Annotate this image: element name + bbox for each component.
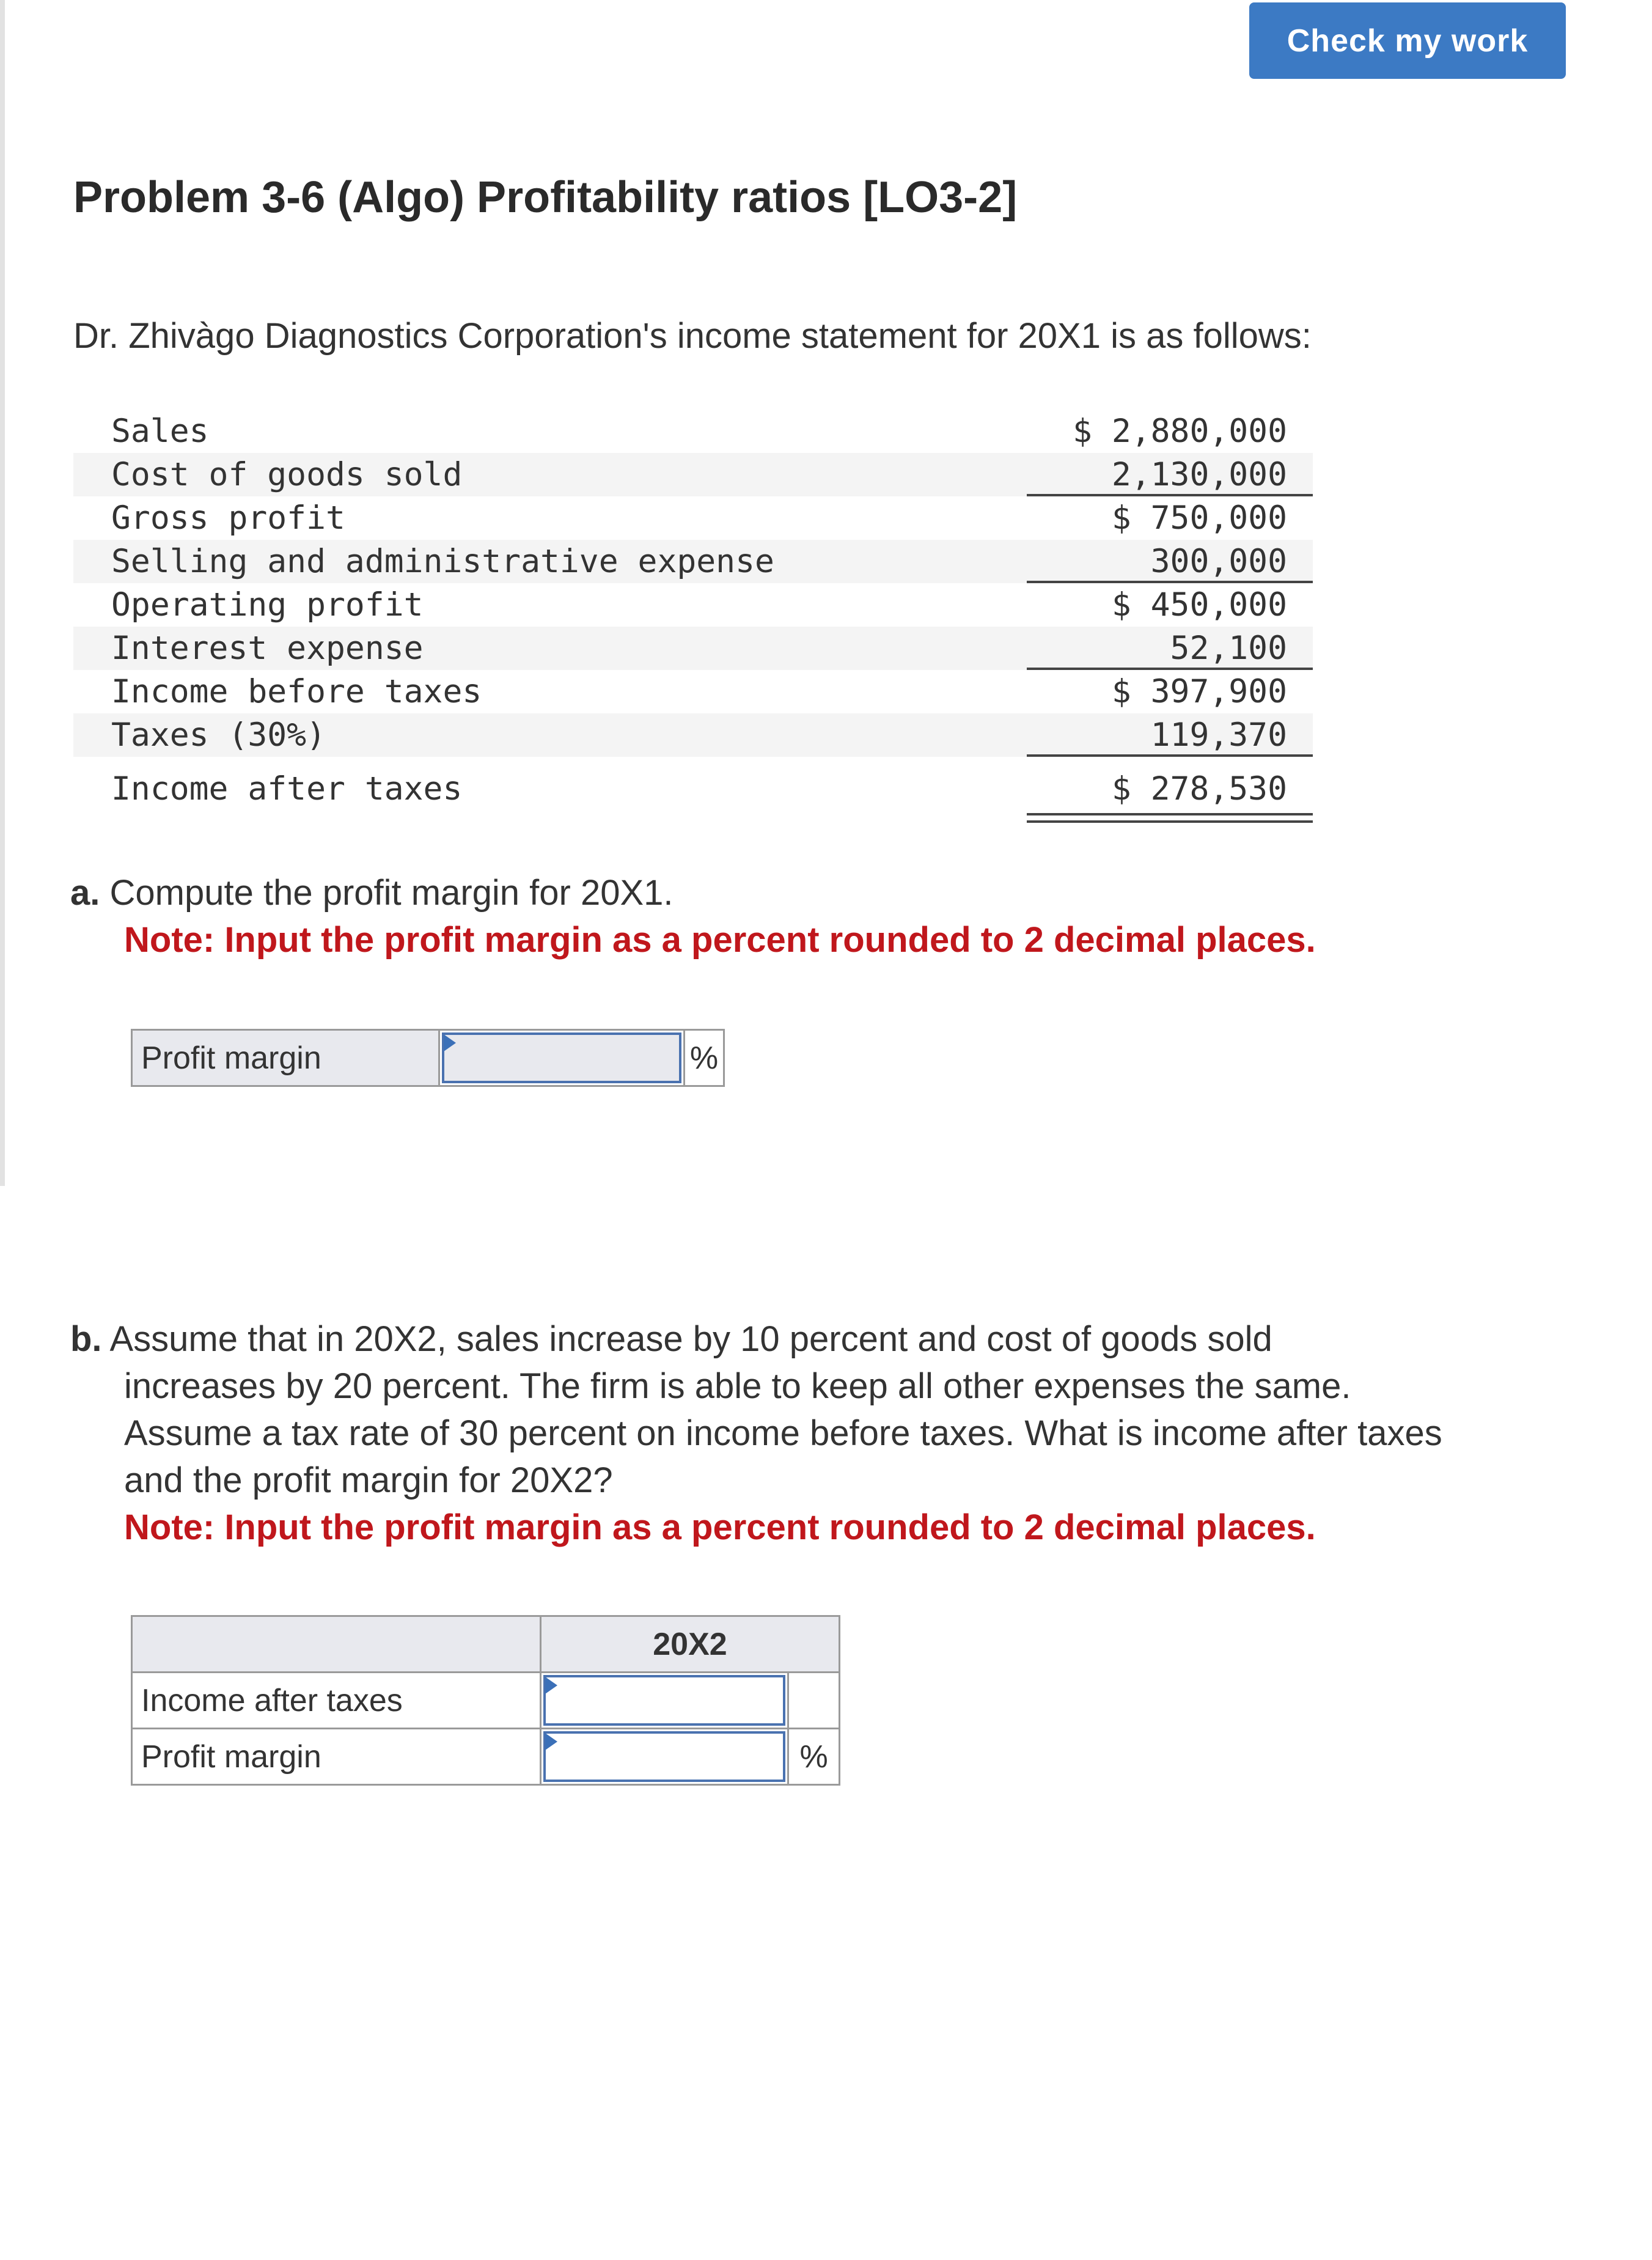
part-a-line xyxy=(70,869,1574,916)
statement-label: Selling and administrative expense xyxy=(111,543,774,580)
statement-label: Operating profit xyxy=(111,586,424,624)
statement-label: Income before taxes xyxy=(111,673,482,710)
statement-value: 52,100 xyxy=(1170,630,1287,667)
part-b-question xyxy=(70,1316,1635,1551)
statement-row-cogs xyxy=(73,453,1313,496)
statement-row-income-before-taxes xyxy=(73,670,1313,713)
percent-sign: % xyxy=(685,1030,724,1086)
profit-margin-label: Profit margin xyxy=(132,1030,439,1086)
part-b-table xyxy=(131,1615,840,1786)
problem-intro: Dr. Zhivàgo Diagnostics Corporation's income statement for 20X1 is as follows: xyxy=(73,316,1312,356)
profit-margin-20x2-label: Profit margin xyxy=(132,1729,541,1785)
statement-row-interest xyxy=(73,627,1313,670)
problem-title: Problem 3-6 (Algo) Profitability ratios [LO3-2] xyxy=(73,173,1018,222)
part-a-question-text: Compute the profit margin for 20X1. xyxy=(109,873,674,913)
income-after-taxes-label: Income after taxes xyxy=(132,1673,541,1729)
part-a-question xyxy=(70,869,1574,963)
statement-label: Income after taxes xyxy=(111,770,463,808)
statement-row-income-after-taxes xyxy=(73,757,1313,812)
column-header-20x2: 20X2 xyxy=(541,1616,840,1673)
part-a-table xyxy=(131,1029,725,1087)
statement-label: Gross profit xyxy=(111,499,345,537)
check-my-work-button[interactable]: Check my work xyxy=(1249,2,1566,79)
profit-margin-input[interactable] xyxy=(442,1032,681,1083)
statement-value: $ 450,000 xyxy=(1111,586,1287,624)
statement-label: Taxes (30%) xyxy=(111,716,326,754)
income-statement xyxy=(73,410,1313,812)
part-a-letter: a. xyxy=(70,873,100,913)
statement-value: 300,000 xyxy=(1150,543,1287,580)
statement-label: Interest expense xyxy=(111,630,424,667)
income-after-taxes-input-cell xyxy=(541,1673,788,1729)
statement-row-taxes xyxy=(73,713,1313,757)
statement-row-sga xyxy=(73,540,1313,583)
statement-row-operating-profit xyxy=(73,583,1313,627)
part-b-question-line: increases by 20 percent. The firm is able to keep all other expenses the same. xyxy=(124,1366,1351,1406)
statement-label: Sales xyxy=(111,413,209,450)
input-marker-icon xyxy=(444,1034,456,1051)
percent-sign: % xyxy=(788,1729,840,1785)
statement-value: $ 750,000 xyxy=(1111,499,1287,537)
part-b-letter: b. xyxy=(70,1319,102,1359)
statement-value: $ 397,900 xyxy=(1111,673,1287,710)
part-b-question-line: and the profit margin for 20X2? xyxy=(124,1460,613,1500)
statement-value: $ 278,530 xyxy=(1111,770,1287,808)
statement-row-sales xyxy=(73,410,1313,453)
left-edge-strip xyxy=(0,0,5,1186)
part-b-question-line: Assume that in 20X2, sales increase by 10 percent and cost of goods sold xyxy=(109,1319,1272,1359)
profit-margin-20x2-input-cell xyxy=(541,1729,788,1785)
part-b-note: Note: Input the profit margin as a percent rounded to 2 decimal places. xyxy=(124,1507,1316,1547)
part-b-line xyxy=(70,1316,1635,1363)
part-b-header-blank xyxy=(132,1616,541,1673)
unit-cell xyxy=(788,1673,840,1729)
income-after-taxes-input[interactable] xyxy=(543,1675,785,1726)
profit-margin-20x2-input[interactable] xyxy=(543,1731,785,1782)
statement-double-underline xyxy=(1027,813,1313,823)
part-b-question-line: Assume a tax rate of 30 percent on income before taxes. What is income after taxes xyxy=(124,1413,1442,1453)
statement-value: 119,370 xyxy=(1150,716,1287,754)
input-marker-icon xyxy=(545,1733,557,1750)
statement-label: Cost of goods sold xyxy=(111,456,463,493)
part-a-note: Note: Input the profit margin as a percent rounded to 2 decimal places. xyxy=(124,920,1316,960)
input-marker-icon xyxy=(545,1677,557,1694)
statement-value: 2,130,000 xyxy=(1111,456,1287,493)
statement-row-gross-profit xyxy=(73,496,1313,540)
statement-value: $ 2,880,000 xyxy=(1073,413,1287,450)
profit-margin-input-cell xyxy=(439,1030,685,1086)
